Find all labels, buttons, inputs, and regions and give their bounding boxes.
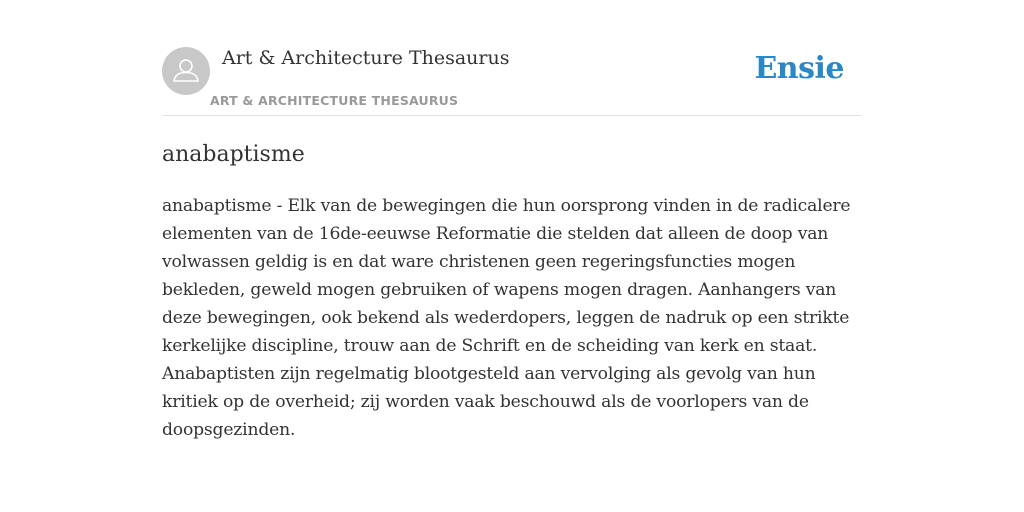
content-column — [162, 0, 862, 440]
term-title: anabaptisme — [162, 142, 305, 167]
source-title-link[interactable]: Art & Architecture Thesaurus — [222, 47, 510, 69]
ensie-logo[interactable]: Ensie — [754, 51, 844, 86]
header — [162, 0, 862, 116]
source-subtitle: ART & ARCHITECTURE THESAURUS — [210, 93, 459, 108]
user-avatar-icon[interactable] — [162, 47, 210, 95]
user-outline-icon — [162, 47, 210, 95]
term-definition: anabaptisme - Elk van de bewegingen die hun oorsprong vinden in de radicalere elementen van de 16de-eeuwse Reformatie die stelden dat alleen de doop van volwassen geldig is en dat ware christenen geen regeringsfuncties mogen bekleden, geweld mogen gebruiken of wapens mogen dragen. Aanhangers van deze bewegingen, ook bekend als wederdopers, leggen de nadruk op een strikte kerkelijke discipline, trouw aan de Schrift en de scheiding van kerk en staat. Anabaptisten zijn regelmatig blootgesteld aan vervolging als gevolg van hun kritiek op de overheid; zij worden vaak beschouwd als de voorlopers van de doopsgezinden. — [162, 196, 851, 440]
